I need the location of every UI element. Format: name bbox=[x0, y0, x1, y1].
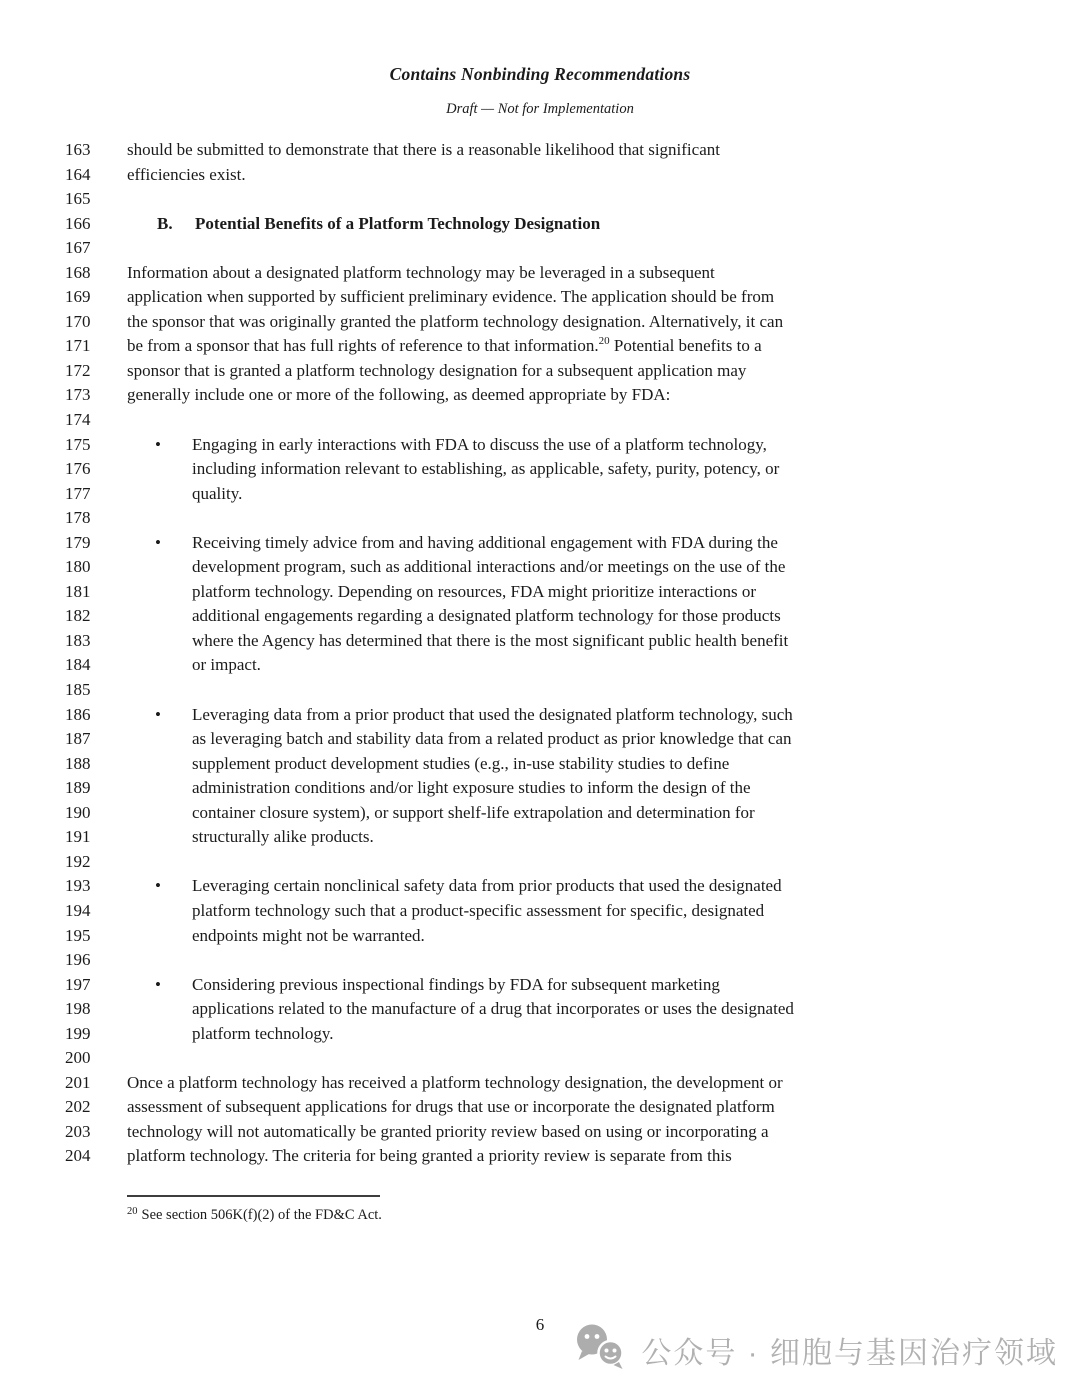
line-number: 198 bbox=[65, 999, 91, 1019]
doc-line-200 bbox=[65, 1046, 1040, 1071]
line-number: 184 bbox=[65, 655, 91, 675]
line-text: B. Potential Benefits of a Platform Technology Designation bbox=[127, 214, 600, 233]
doc-line-197 bbox=[65, 973, 1040, 998]
line-text: sponsor that is granted a platform technology designation for a subsequent application may bbox=[127, 360, 747, 380]
line-number: 196 bbox=[65, 950, 91, 970]
doc-line-193 bbox=[65, 874, 1040, 899]
doc-line-163 bbox=[65, 138, 1040, 163]
page-number: 6 bbox=[535, 1315, 545, 1334]
line-number: 173 bbox=[65, 385, 91, 405]
line-number: 171 bbox=[65, 336, 91, 356]
doc-line-164 bbox=[65, 163, 1040, 188]
doc-line-177 bbox=[65, 482, 1040, 507]
line-number: 186 bbox=[65, 704, 91, 724]
line-text: quality. bbox=[192, 483, 243, 503]
watermark bbox=[574, 1324, 1058, 1375]
doc-line-181 bbox=[65, 580, 1040, 605]
line-number: 183 bbox=[65, 630, 91, 650]
line-number: 179 bbox=[65, 532, 91, 552]
line-number: 174 bbox=[65, 410, 91, 430]
line-number: 187 bbox=[65, 729, 91, 749]
line-number: 204 bbox=[65, 1146, 91, 1166]
doc-line-166 bbox=[65, 212, 1040, 237]
wechat-icon bbox=[574, 1324, 628, 1375]
line-text: development program, such as additional interactions and/or meetings on the use of the bbox=[192, 557, 786, 577]
line-text: or impact. bbox=[192, 655, 261, 675]
doc-line-185 bbox=[65, 678, 1040, 703]
doc-line-203 bbox=[65, 1120, 1040, 1145]
doc-line-175 bbox=[65, 433, 1040, 458]
line-number: 178 bbox=[65, 508, 91, 528]
doc-line-169 bbox=[65, 285, 1040, 310]
doc-line-204 bbox=[65, 1144, 1040, 1169]
line-number: 191 bbox=[65, 827, 91, 847]
line-text: • Leveraging certain nonclinical safety data from prior products that used the designated bbox=[127, 876, 782, 895]
line-number: 203 bbox=[65, 1121, 91, 1141]
line-text: • Engaging in early interactions with FDA to discuss the use of a platform technology, bbox=[127, 435, 767, 454]
line-number: 176 bbox=[65, 459, 91, 479]
line-text: platform technology. Depending on resources, FDA might prioritize interactions or bbox=[192, 581, 757, 601]
bullet-icon: • bbox=[155, 532, 161, 552]
page-header bbox=[0, 0, 1080, 117]
line-text: administration conditions and/or light exposure studies to inform the design of the bbox=[192, 778, 751, 798]
line-text: efficiencies exist. bbox=[127, 164, 246, 184]
heading-label: B. bbox=[157, 213, 173, 233]
doc-line-187 bbox=[65, 727, 1040, 752]
doc-line-174 bbox=[65, 408, 1040, 433]
line-number: 202 bbox=[65, 1097, 91, 1117]
line-number: 189 bbox=[65, 778, 91, 798]
line-number: 185 bbox=[65, 680, 91, 700]
line-number: 169 bbox=[65, 287, 91, 307]
line-number: 165 bbox=[65, 189, 91, 209]
doc-line-179 bbox=[65, 531, 1040, 556]
doc-line-194 bbox=[65, 899, 1040, 924]
line-text: generally include one or more of the following, as deemed appropriate by FDA: bbox=[127, 385, 671, 405]
footnote-text: See section 506K(f)(2) of the FD&C Act. bbox=[141, 1206, 382, 1223]
line-text: as leveraging batch and stability data from a related product as prior knowledge that can bbox=[192, 729, 792, 749]
line-text: additional engagements regarding a designated platform technology for those products bbox=[192, 606, 781, 626]
line-number: 166 bbox=[65, 213, 91, 233]
superscript-footnote-ref: 20 bbox=[598, 334, 610, 347]
line-text: supplement product development studies (e.g., in-use stability studies to define bbox=[192, 753, 730, 773]
doc-line-180 bbox=[65, 555, 1040, 580]
doc-line-201 bbox=[65, 1071, 1040, 1096]
bullet-icon: • bbox=[155, 876, 161, 896]
line-number: 175 bbox=[65, 434, 91, 454]
line-text: applications related to the manufacture of a drug that incorporates or uses the designated bbox=[192, 999, 794, 1019]
line-text: where the Agency has determined that there is the most significant public health benefit bbox=[192, 630, 789, 650]
line-number: 164 bbox=[65, 164, 91, 184]
doc-line-168 bbox=[65, 261, 1040, 286]
line-number: 195 bbox=[65, 925, 91, 945]
doc-line-167 bbox=[65, 236, 1040, 261]
line-text: platform technology. bbox=[192, 1023, 334, 1043]
line-number: 201 bbox=[65, 1072, 91, 1092]
doc-line-189 bbox=[65, 776, 1040, 801]
line-text: endpoints might not be warranted. bbox=[192, 925, 425, 945]
line-number: 194 bbox=[65, 900, 91, 920]
bullet-icon: • bbox=[155, 434, 161, 454]
doc-line-176 bbox=[65, 457, 1040, 482]
line-number: 180 bbox=[65, 557, 91, 577]
doc-line-173 bbox=[65, 383, 1040, 408]
doc-line-178 bbox=[65, 506, 1040, 531]
footnote-marker: 20 bbox=[127, 1205, 138, 1217]
line-text: platform technology. The criteria for being granted a priority review is separate from this bbox=[127, 1146, 732, 1166]
line-number: 163 bbox=[65, 140, 91, 159]
line-number: 181 bbox=[65, 581, 91, 601]
line-text: • Receiving timely advice from and having additional engagement with FDA during the bbox=[127, 533, 778, 552]
line-number: 192 bbox=[65, 851, 91, 871]
line-number: 188 bbox=[65, 753, 91, 773]
line-text: Once a platform technology has received a platform technology designation, the development or bbox=[127, 1072, 783, 1092]
line-text: should be submitted to demonstrate that there is a reasonable likelihood that significant bbox=[127, 140, 720, 159]
document-header-subtitle: Draft — Not for Implementation bbox=[446, 101, 634, 117]
line-list bbox=[0, 138, 1080, 1169]
doc-line-198 bbox=[65, 997, 1040, 1022]
line-number: 190 bbox=[65, 802, 91, 822]
line-number: 172 bbox=[65, 360, 91, 380]
footnote-block bbox=[127, 1195, 1080, 1226]
watermark-text: 公众号 · 细胞与基因治疗领域 bbox=[641, 1336, 1058, 1370]
document-header-title: Contains Nonbinding Recommendations bbox=[389, 64, 691, 84]
footnote bbox=[127, 1206, 1080, 1226]
line-text: Information about a designated platform technology may be leveraged in a subsequent bbox=[127, 262, 715, 282]
line-text: • Considering previous inspectional findings by FDA for subsequent marketing bbox=[127, 975, 720, 994]
doc-line-196 bbox=[65, 948, 1040, 973]
doc-line-202 bbox=[65, 1095, 1040, 1120]
line-number: 167 bbox=[65, 238, 91, 258]
line-number: 200 bbox=[65, 1048, 91, 1068]
doc-line-195 bbox=[65, 924, 1040, 949]
line-number: 193 bbox=[65, 876, 91, 896]
footnote-separator-rule bbox=[127, 1195, 380, 1197]
line-text: application when supported by sufficient preliminary evidence. The application should be from bbox=[127, 287, 775, 307]
line-number: 182 bbox=[65, 606, 91, 626]
line-text: platform technology such that a product-specific assessment for specific, designated bbox=[192, 900, 765, 920]
line-number: 170 bbox=[65, 311, 91, 331]
doc-line-190 bbox=[65, 801, 1040, 826]
bullet-icon: • bbox=[155, 974, 161, 994]
line-text: including information relevant to establishing, as applicable, safety, purity, potency, or bbox=[192, 459, 780, 479]
doc-line-171 bbox=[65, 334, 1040, 359]
line-text: assessment of subsequent applications for drugs that use or incorporate the designated platform bbox=[127, 1097, 775, 1117]
doc-line-165 bbox=[65, 187, 1040, 212]
doc-line-182 bbox=[65, 604, 1040, 629]
line-text: structurally alike products. bbox=[192, 827, 374, 847]
doc-line-183 bbox=[65, 629, 1040, 654]
doc-line-191 bbox=[65, 825, 1040, 850]
doc-line-170 bbox=[65, 310, 1040, 335]
line-number: 199 bbox=[65, 1023, 91, 1043]
line-number: 197 bbox=[65, 974, 91, 994]
doc-line-188 bbox=[65, 752, 1040, 777]
doc-line-172 bbox=[65, 359, 1040, 384]
doc-line-192 bbox=[65, 850, 1040, 875]
doc-line-199 bbox=[65, 1022, 1040, 1047]
line-text: • Leveraging data from a prior product that used the designated platform technology, such bbox=[127, 705, 793, 724]
doc-line-184 bbox=[65, 653, 1040, 678]
line-number: 177 bbox=[65, 483, 91, 503]
line-text: be from a sponsor that has full rights of reference to that information.$^{20}$ Potential benefits to a bbox=[127, 334, 762, 356]
doc-line-186 bbox=[65, 703, 1040, 728]
line-number: 168 bbox=[65, 262, 91, 282]
line-text: technology will not automatically be granted priority review based on using or incorporating a bbox=[127, 1121, 769, 1141]
line-text: the sponsor that was originally granted the platform technology designation. Alternatively, it can bbox=[127, 311, 784, 331]
line-text: container closure system), or support shelf-life extrapolation and determination for bbox=[192, 802, 755, 822]
bullet-icon: • bbox=[155, 704, 161, 724]
